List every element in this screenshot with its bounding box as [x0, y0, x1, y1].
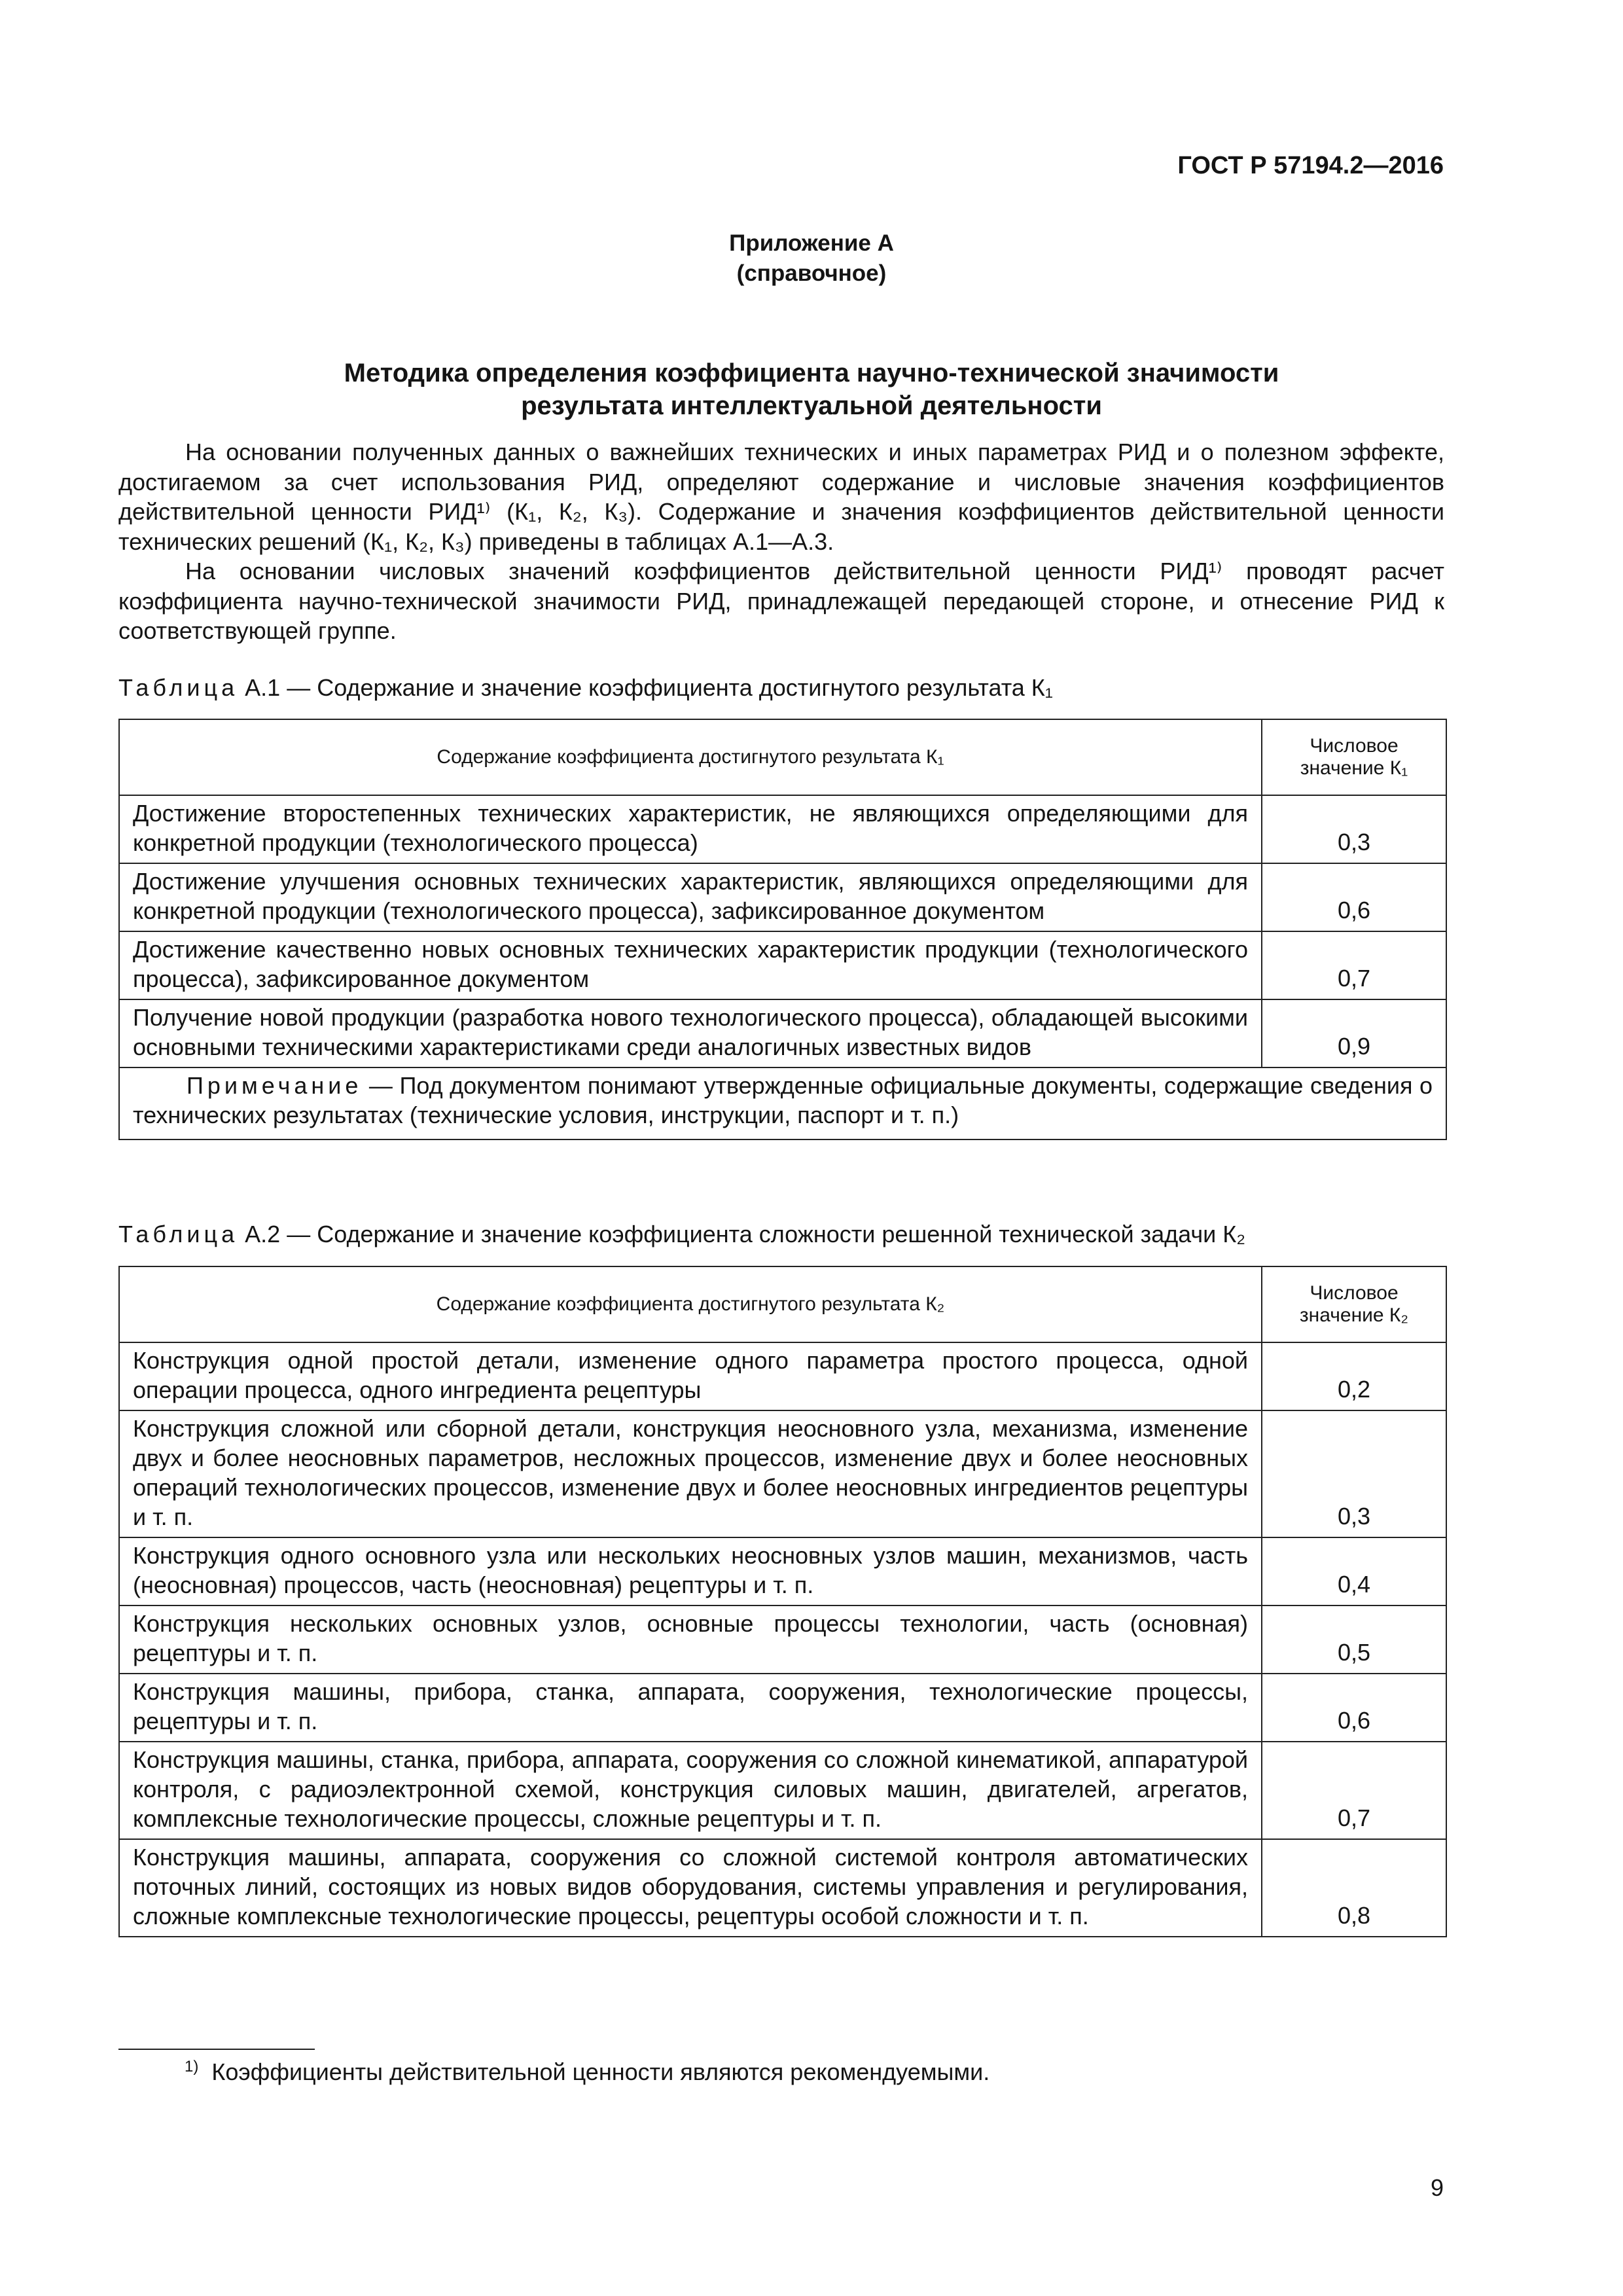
table2-caption	[118, 1221, 1447, 1248]
table1-label: Таблица	[118, 674, 239, 701]
table-a1	[118, 719, 1447, 1140]
table2-row7-text: Конструкция машины, аппарата, сооружения со сложной системой контроля автоматических поточных линий, состоящих из новых видов оборудования, системы управления и регулирования, сложные комплексные технологические процессы, рецептуры особой сложности и т. п.	[119, 1839, 1262, 1937]
table1-note	[119, 1067, 1446, 1139]
table-row	[119, 1410, 1446, 1537]
footnote	[185, 2058, 990, 2086]
table1-note-row	[119, 1067, 1446, 1139]
table1-row1-value: 0,3	[1262, 795, 1446, 863]
table1-col-value: Числовое значение К₁	[1262, 719, 1446, 795]
table1-col-content: Содержание коэффициента достигнутого результата К₁	[119, 719, 1262, 795]
note-label: Примечание	[187, 1072, 363, 1099]
table1-row2-value: 0,6	[1262, 863, 1446, 931]
section-title	[0, 357, 1623, 422]
table1-row3-value: 0,7	[1262, 931, 1446, 999]
table-row	[119, 863, 1446, 931]
table1-row1-text: Достижение второстепенных технических характеристик, не являющихся определяющими для конкретной продукции (технологического процесса)	[119, 795, 1262, 863]
appendix-type: (справочное)	[736, 260, 887, 286]
table2-header-row	[119, 1266, 1446, 1342]
table-row	[119, 1674, 1446, 1742]
table2-row3-value: 0,4	[1262, 1537, 1446, 1605]
table1-row3-text: Достижение качественно новых основных технических характеристик продукции (технологического процесса), зафиксированное документом	[119, 931, 1262, 999]
table2-row3-text: Конструкция одного основного узла или нескольких неосновных узлов машин, механизмов, часть (неосновная) процессов, часть (неосновная) рецептуры и т. п.	[119, 1537, 1262, 1605]
table1-header-row	[119, 719, 1446, 795]
footnote-divider	[118, 2049, 315, 2050]
table-row	[119, 1342, 1446, 1410]
footnote-mark: 1)	[185, 2058, 199, 2075]
table1-row4-text: Получение новой продукции (разработка нового технологического процесса), обладающей высокими основными техническими характеристиками среди аналогичных известных видов	[119, 999, 1262, 1067]
table2-row1-value: 0,2	[1262, 1342, 1446, 1410]
table2-row7-value: 0,8	[1262, 1839, 1446, 1937]
table-row	[119, 1839, 1446, 1937]
footnote-text: Коэффициенты действительной ценности являются рекомендуемыми.	[211, 2058, 990, 2085]
section-title-line1: Методика определения коэффициента научно-технической значимости	[344, 359, 1279, 387]
table-row	[119, 795, 1446, 863]
table1-row2-text: Достижение улучшения основных технических характеристик, являющихся определяющими для конкретной продукции (технологического процесса), зафиксированное документом	[119, 863, 1262, 931]
table-a2	[118, 1266, 1447, 1937]
table1-row4-value: 0,9	[1262, 999, 1446, 1067]
table2-caption-text: А.2 — Содержание и значение коэффициента сложности решенной технической задачи К₂	[245, 1221, 1246, 1247]
intro-paragraph-1: На основании полученных данных о важнейших технических и иных параметрах РИД и о полезном эффекте, достигаемом за счет использования РИД, определяют содержание и числовые значения коэффициентов действительной ценности РИД¹⁾ (К₁, К₂, К₃). Содержание и значения коэффициентов действительной ценности технических решений (К₁, К₂, К₃) приведены в таблицах А.1—А.3.	[118, 439, 1444, 555]
table2-row4-text: Конструкция нескольких основных узлов, основные процессы технологии, часть (основная) рецептуры и т. п.	[119, 1605, 1262, 1674]
table1-caption-text: А.1 — Содержание и значение коэффициента достигнутого результата К₁	[245, 674, 1053, 701]
appendix-title: Приложение А	[729, 230, 894, 256]
note-text: — Под документом понимают утвержденные официальные документы, содержащие сведения о технических результатах (технические условия, инструкции, паспорт и т. п.)	[133, 1072, 1433, 1128]
page-number: 9	[1430, 2174, 1444, 2201]
table-row	[119, 1537, 1446, 1605]
table-row	[119, 1742, 1446, 1839]
table2-row1-text: Конструкция одной простой детали, изменение одного параметра простого процесса, одной операции процесса, одного ингредиента рецептуры	[119, 1342, 1262, 1410]
section-title-line2: результата интеллектуальной деятельности	[521, 391, 1102, 420]
table2-row5-text: Конструкция машины, прибора, станка, аппарата, сооружения, технологические процессы, рецептуры и т. п.	[119, 1674, 1262, 1742]
table2-col-content: Содержание коэффициента достигнутого результата К₂	[119, 1266, 1262, 1342]
table2-row6-value: 0,7	[1262, 1742, 1446, 1839]
table2-col-value: Числовое значение К₂	[1262, 1266, 1446, 1342]
table-row	[119, 931, 1446, 999]
document-code: ГОСТ Р 57194.2—2016	[1177, 152, 1444, 179]
table2-row5-value: 0,6	[1262, 1674, 1446, 1742]
table2-row4-value: 0,5	[1262, 1605, 1446, 1674]
intro-text	[118, 437, 1444, 646]
table-row	[119, 1605, 1446, 1674]
table2-row2-value: 0,3	[1262, 1410, 1446, 1537]
table2-row2-text: Конструкция сложной или сборной детали, конструкция неосновного узла, механизма, изменение двух и более неосновных параметров, несложных процессов, изменение двух и более неосновных операций технологических процессов, изменение двух и более неосновных ингредиентов рецептуры и т. п.	[119, 1410, 1262, 1537]
table-row	[119, 999, 1446, 1067]
table1-caption	[118, 674, 1447, 702]
table2-label: Таблица	[118, 1221, 239, 1247]
table2-row6-text: Конструкция машины, станка, прибора, аппарата, сооружения со сложной кинематикой, аппаратурой контроля, с радиоэлектронной схемой, конструкция силовых машин, двигателей, агрегатов, комплексные технологические процессы, сложные рецептуры и т. п.	[119, 1742, 1262, 1839]
intro-paragraph-2: На основании числовых значений коэффициентов действительной ценности РИД¹⁾ проводят расчет коэффициента научно-технической значимости РИД, принадлежащей передающей стороне, и отнесение РИД к соответствующей группе.	[118, 558, 1444, 644]
